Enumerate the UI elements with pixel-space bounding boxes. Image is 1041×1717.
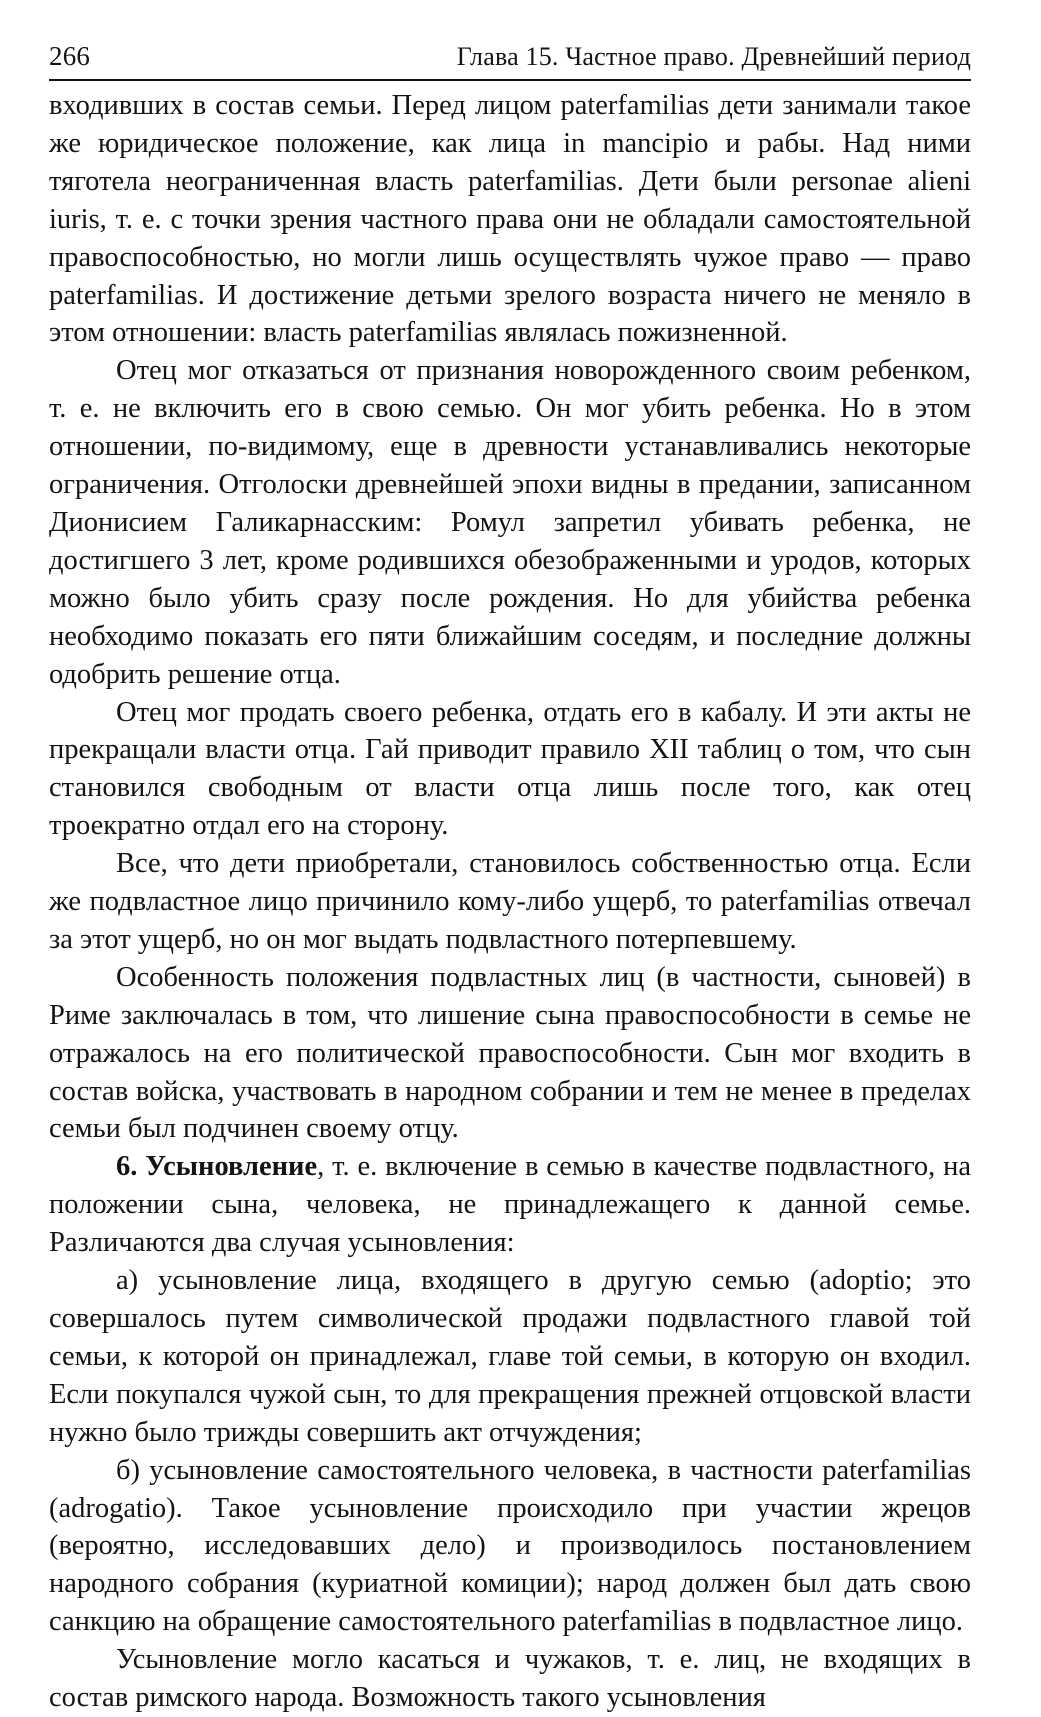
paragraph-property-of-father: Все, что дети приобретали, становилось собственностью отца. Если же подвластное лицо причинило кому-либо ущерб, то paterfamilias отвечал за этот ущерб, но он мог выдать подвластного потерпевшему. [49,848,971,955]
body-text [49,87,971,1717]
paragraph-sale-of-child: Отец мог продать своего ребенка, отдать его в кабалу. И эти акты не прекращали власти отца. Гай приводит правило XII таблиц о том, что сын становился свободным от власти отца лишь после того, как отец троекратно отдал его на сторону. [49,696,971,842]
paragraph-continued: входивших в состав семьи. Перед лицом paterfamilias дети занимали такое же юридическое положение, как лица in mancipio и рабы. Над ними тяготела неограниченная власть paterfamilias. Дети были personae alieni iuris, т. е. с точки зрения частного права они не обладали самостоятельной правоспособностью, но могли лишь осуществлять чужое право — право paterfamilias. И достижение детьми зрелого возраста ничего не меняло в этом отношении: власть paterfamilias являлась пожизненной. [49,90,971,349]
page-number: 266 [49,41,91,71]
book-page [49,40,971,1717]
running-title: Глава 15. Частное право. Древнейший период [456,42,971,71]
adoption-definition: , т. е. включение в семью в качестве подвластного, на положении сына, человека, не принадлежащего к данной семье. Различаются два случая усыновления: [49,1151,972,1259]
paragraph-newborn-rejection: Отец мог отказаться от признания новорожденного своим ребенком, т. е. не включить его в свою семью. Он мог убить ребенка. Но в этом отношении, по-видимому, еще в древности устанавливались некоторые ограничения. Отголоски древнейшей эпохи видны в предании, записанном Дионисием Галикарнасским: Ромул запретил убивать ребенка, не достигшего 3 лет, кроме родившихся обезображенными и уродов, которых можно было убить сразу после рождения. Но для убийства ребенка необходимо показать его пяти ближайшим соседям, и последние должны одобрить решение отца. [49,355,971,690]
paragraph-adoption-heading [49,1148,971,1262]
paragraph-foreigners: Усыновление могло касаться и чужаков, т. е. лиц, не входящих в состав римского народа. Возможность такого усыновления [49,1644,971,1714]
paragraph-adoptio: а) усыновление лица, входящего в другую семью (adoptio; это совершалось путем символической продажи подвластного главой той семьи, к которой он принадлежал, главе той семьи, в которую он входил. Если покупался чужой сын, то для прекращения прежней отцовской власти нужно было трижды совершить акт отчуждения; [49,1265,971,1448]
paragraph-political-capacity: Особенность положения подвластных лиц (в частности, сыновей) в Риме заключалась в том, что лишение сына правоспособности в семье не отражалось на его политической правоспособности. Сын мог входить в состав войска, участвовать в народном собрании и тем не менее в пределах семьи был подчинен своему отцу. [49,961,971,1145]
section-heading-adoption: 6. Усыновление [116,1151,318,1183]
paragraph-adrogatio: б) усыновление самостоятельного человека, в частности paterfamilias (adrogatio). Такое усыновление происходило при участии жрецов (вероятно, исследовавших дело) и производилось постановлением народного собрания (куриатной комиции); народ должен был дать свою санкцию на обращение самостоятельного paterfamilias в подвластное лицо. [49,1454,971,1638]
running-header [49,40,971,81]
